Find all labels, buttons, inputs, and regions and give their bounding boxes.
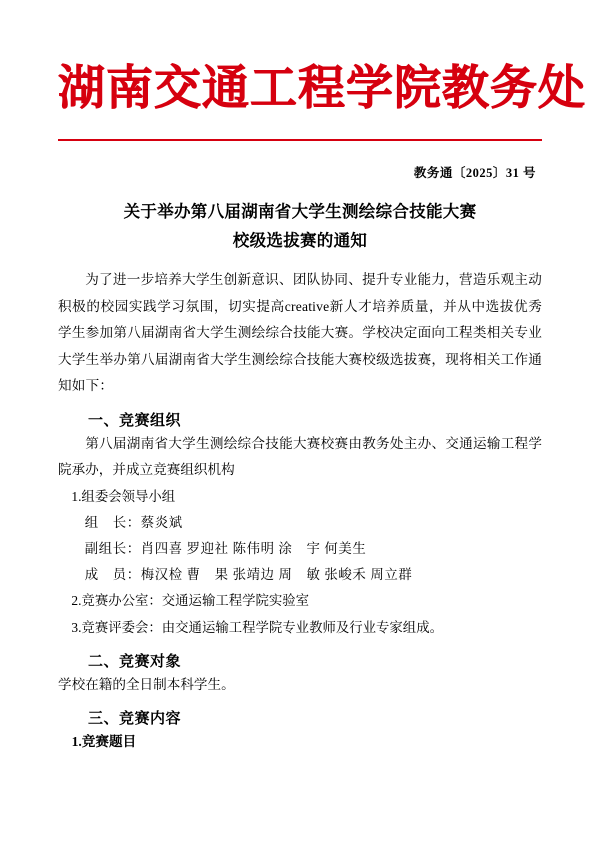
masthead-divider [58, 139, 542, 141]
list-item: 1.组委会领导小组 [71, 488, 176, 504]
list-item: 成 员：梅汉检 曹 果 张靖边 周 敏 张峻禾 周立群 [84, 567, 413, 583]
list-item: 3.竞赛评委会：由交通运输工程学院专业教师及行业专家组成。 [71, 619, 443, 635]
page-title-line-2: 校级选拔赛的通知 [232, 230, 368, 250]
page-title-line-1: 关于举办第八届湖南省大学生测绘综合技能大赛 [123, 201, 477, 221]
document-number: 教务通〔2025〕31 号 [413, 165, 536, 180]
list-item: 副组长：肖四喜 罗迎社 陈伟明 涂 宇 何美生 [84, 541, 367, 557]
list-item: 组 长：蔡炎斌 [84, 515, 183, 531]
section-competition-organization [58, 409, 542, 641]
section-competition-content [58, 707, 542, 756]
section-heading: 三、竞赛内容 [88, 711, 182, 728]
intro-paragraph: 为了进一步培养大学生创新意识、团队协同、提升专业能力，营造乐观主动积极的校园实践学习氛围，切实提高creative新人才培养质量，并从中选拔优秀学生参加第八届湖南省大学生测绘综合技能大赛。学校决定面向工程类相关专业大学生举办第八届湖南省大学生测绘综合技能大赛校级选拔赛，现将相关工作通知如下： [58, 272, 542, 394]
section-subheading: 1.竞赛题目 [71, 734, 137, 750]
masthead-title: 湖南交通工程学院教务处 [58, 61, 586, 114]
list-item: 2.竞赛办公室：交通运输工程学院实验室 [71, 593, 310, 609]
section-heading: 一、竞赛组织 [88, 412, 182, 429]
section-paragraph: 学校在籍的全日制本科学生。 [58, 676, 235, 692]
section-heading: 二、竞赛对象 [88, 653, 182, 670]
section-competition-participants [58, 650, 542, 699]
page-title [58, 198, 542, 256]
intro-paragraph-wrapper [58, 267, 542, 400]
section-paragraph: 第八届湖南省大学生测绘综合技能大赛校赛由教务处主办、交通运输工程学院承办，并成立竞赛组织机构 [58, 435, 542, 478]
document-masthead [58, 0, 586, 115]
